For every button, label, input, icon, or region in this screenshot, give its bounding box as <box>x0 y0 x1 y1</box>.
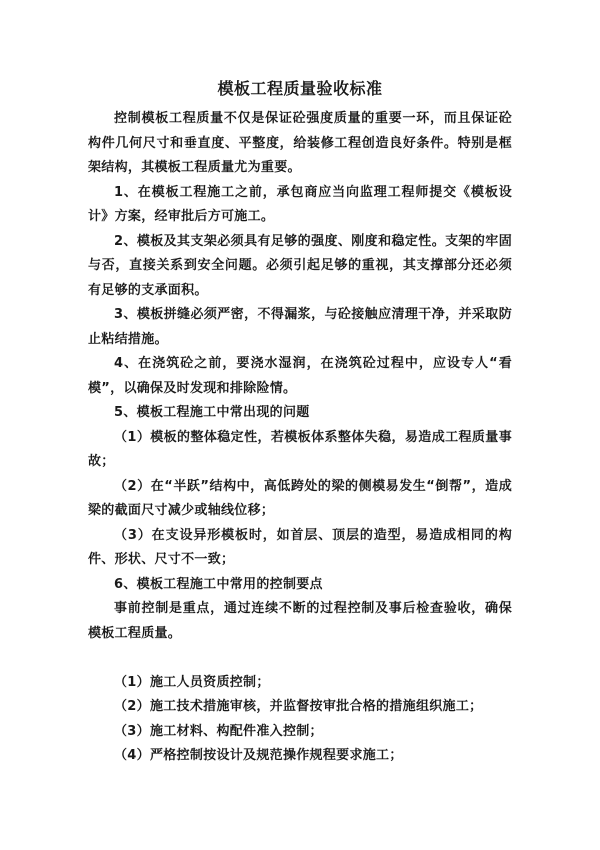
control-item-2: （2）施工技术措施审核，并监督按审批合格的措施组织施工； <box>114 699 483 714</box>
problem-item-2: （2）在“半跃”结构中，高低跨处的梁的侧模易发生“倒帮”，造成梁的截面尺寸减少或轴线位移； <box>88 478 512 518</box>
paragraph-1: 1、在模板工程施工之前，承包商应当向监理工程师提交《模板设计》方案，经审批后方可施工。 <box>88 184 512 224</box>
paragraph-3: 3、模板拼缝必须严密，不得漏浆，与砼接触应清理干净，并采取防止粘结措施。 <box>88 307 512 347</box>
paragraph-2: 2、模板及其支架必须具有足够的强度、刚度和稳定性。支架的牢固与否，直接关系到安全问题。必须引起足够的重视，其支撑部分还必须有足够的支承面积。 <box>88 233 512 298</box>
section-6-heading: 6、模板工程施工中常用的控制要点 <box>114 576 323 592</box>
problem-item-3: （3）在支设异形模板时，如首层、顶层的造型，易造成相同的构件、形状、尺寸不一致； <box>88 527 512 567</box>
control-item-3: （3）施工材料、构配件准入控制； <box>114 723 323 739</box>
problem-item-1: （1）模板的整体稳定性，若模板体系整体失稳，易造成工程质量事故； <box>88 429 512 469</box>
intro-paragraph: 控制模板工程质量不仅是保证砼强度质量的重要一环，而且保证砼构件几何尺寸和垂直度、平整度，给装修工程创造良好条件。特别是框架结构，其模板工程质量尤为重要。 <box>88 111 512 175</box>
control-item-4: （4）严格控制按设计及规范操作规程要求施工； <box>114 748 403 763</box>
paragraph-4: 4、在浇筑砼之前，要浇水湿润，在浇筑砼过程中，应设专人“看模”，以确保及时发现和排除险情。 <box>88 356 512 396</box>
blank-line <box>88 646 512 671</box>
section-5-heading: 5、模板工程施工中常出现的问题 <box>114 405 310 420</box>
document-title: 模板工程质量验收标准 <box>217 79 383 98</box>
control-intro: 事前控制是重点，通过连续不断的过程控制及事后检查验收，确保模板工程质量。 <box>88 601 512 641</box>
control-item-1: （1）施工人员资质控制； <box>114 674 270 690</box>
